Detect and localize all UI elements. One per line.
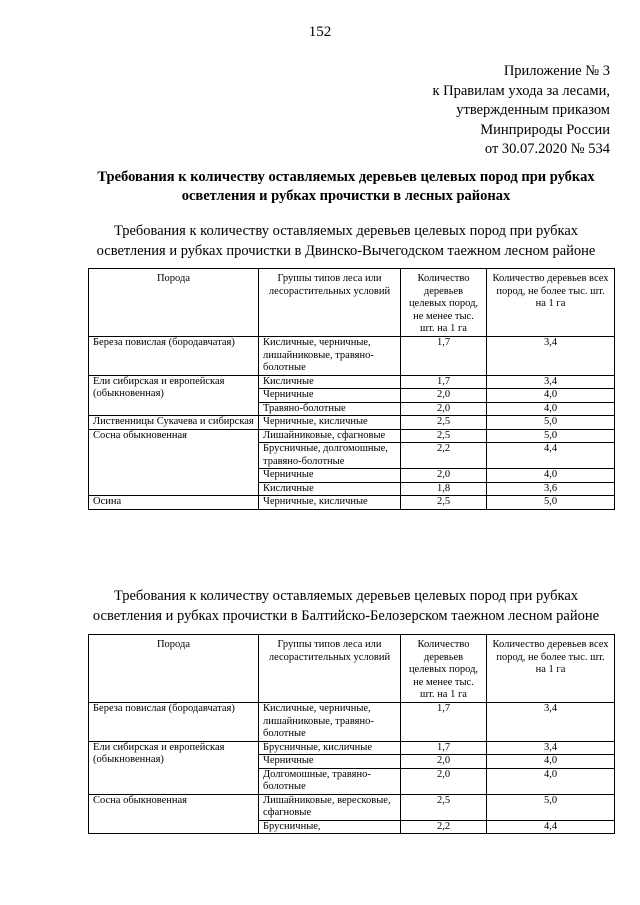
appendix-line: Приложение № 3 (503, 63, 610, 79)
cell-min: 1,8 (401, 482, 487, 496)
cell-max: 5,0 (487, 794, 615, 820)
appendix-line: утвержденным приказом (456, 102, 610, 118)
cell-max: 5,0 (487, 496, 615, 510)
cell-min: 2,0 (401, 402, 487, 416)
cell-group: Брусничные, кисличные (259, 741, 401, 755)
cell-species: Осина (89, 496, 259, 510)
cell-max: 3,4 (487, 741, 615, 755)
table-row (89, 337, 615, 376)
cell-max: 4,0 (487, 469, 615, 483)
cell-group: Черничные, кисличные (259, 496, 401, 510)
table-header-row (89, 635, 615, 703)
appendix-line: Минприроды России (480, 121, 610, 138)
cell-max: 4,0 (487, 768, 615, 794)
header-species: Порода (89, 269, 259, 337)
table-header-row (89, 269, 615, 337)
appendix-line: к Правилам ухода за лесами, (432, 82, 610, 99)
cell-min: 1,7 (401, 337, 487, 376)
cell-group: Брусничные, долгомошные, травяно-болотные (259, 443, 401, 469)
cell-max: 3,4 (487, 337, 615, 376)
requirements-table-baltiysko (88, 634, 615, 834)
cell-min: 1,7 (401, 741, 487, 755)
cell-group: Лишайниковые, вересковые, сфагновые (259, 794, 401, 820)
cell-species: Сосна обыкновенная (89, 429, 259, 496)
appendix-line: от 30.07.2020 № 534 (484, 141, 610, 157)
cell-min: 1,7 (401, 375, 487, 389)
cell-min: 2,5 (401, 429, 487, 443)
cell-group: Кисличные (259, 482, 401, 496)
cell-group: Черничные (259, 389, 401, 403)
cell-min: 2,0 (401, 389, 487, 403)
table-row (89, 496, 615, 510)
table-row (89, 375, 615, 389)
cell-group: Черничные (259, 755, 401, 769)
table-row (89, 794, 615, 820)
cell-species: Лиственницы Сукачева и сибирская (89, 416, 259, 430)
section-title-baltiysko: Требования к количеству оставляемых деревьев целевых пород при рубках осветления и рубках прочистки в Балтийско-Белозерском таежном лесном районе (92, 588, 600, 624)
cell-min: 2,5 (401, 416, 487, 430)
header-forest-groups: Группы типов леса или лесорастительных условий (259, 269, 401, 337)
cell-group: Лишайниковые, сфагновые (259, 429, 401, 443)
requirements-table-dvinsko (88, 268, 615, 510)
header-total-count: Количество деревьев всех пород, не более тыс. шт. на 1 га (487, 269, 615, 337)
cell-max: 5,0 (487, 429, 615, 443)
cell-group: Травяно-болотные (259, 402, 401, 416)
section-title-dvinsko: Требования к количеству оставляемых деревьев целевых пород при рубках осветления и рубках прочистки в Двинско-Вычегодском таежном лесном районе (96, 223, 596, 259)
cell-group: Кисличные, черничные, лишайниковые, травяно-болотные (259, 337, 401, 376)
cell-species: Береза повислая (бородавчатая) (89, 703, 259, 742)
page-number: 152 (308, 24, 332, 40)
cell-species: Береза повислая (бородавчатая) (89, 337, 259, 376)
cell-max: 5,0 (487, 416, 615, 430)
cell-min: 2,2 (401, 443, 487, 469)
table-row (89, 416, 615, 430)
page-bottom-margin (0, 866, 640, 905)
cell-max: 4,4 (487, 820, 615, 834)
cell-min: 2,0 (401, 768, 487, 794)
document-title: Требования к количеству оставляемых деревьев целевых пород при рубках осветления и рубках прочистки в лесных районах (97, 169, 595, 204)
cell-group: Кисличные (259, 375, 401, 389)
cell-min: 2,5 (401, 794, 487, 820)
header-species: Порода (89, 635, 259, 703)
table-row (89, 429, 615, 443)
cell-max: 3,4 (487, 703, 615, 742)
header-forest-groups: Группы типов леса или лесорастительных условий (259, 635, 401, 703)
cell-min: 2,0 (401, 469, 487, 483)
appendix-block (432, 62, 610, 160)
cell-max: 3,6 (487, 482, 615, 496)
cell-max: 4,0 (487, 755, 615, 769)
cell-max: 3,4 (487, 375, 615, 389)
cell-group: Кисличные, черничные, лишайниковые, травяно-болотные (259, 703, 401, 742)
cell-max: 4,0 (487, 402, 615, 416)
cell-min: 1,7 (401, 703, 487, 742)
cell-group: Черничные (259, 469, 401, 483)
cell-min: 2,0 (401, 755, 487, 769)
header-target-count: Количество деревьев целевых пород, не менее тыс. шт. на 1 га (401, 269, 487, 337)
cell-group: Черничные, кисличные (259, 416, 401, 430)
cell-group: Долгомошные, травяно-болотные (259, 768, 401, 794)
cell-max: 4,4 (487, 443, 615, 469)
cell-max: 4,0 (487, 389, 615, 403)
cell-group: Брусничные, (259, 820, 401, 834)
table-row (89, 741, 615, 755)
cell-min: 2,5 (401, 496, 487, 510)
header-total-count: Количество деревьев всех пород, не более тыс. шт. на 1 га (487, 635, 615, 703)
cell-species: Ели сибирская и европейская (обыкновенная) (89, 741, 259, 794)
cell-min: 2,2 (401, 820, 487, 834)
table-row (89, 703, 615, 742)
header-target-count: Количество деревьев целевых пород, не менее тыс. шт. на 1 га (401, 635, 487, 703)
cell-species: Сосна обыкновенная (89, 794, 259, 834)
cell-species: Ели сибирская и европейская (обыкновенная) (89, 375, 259, 416)
